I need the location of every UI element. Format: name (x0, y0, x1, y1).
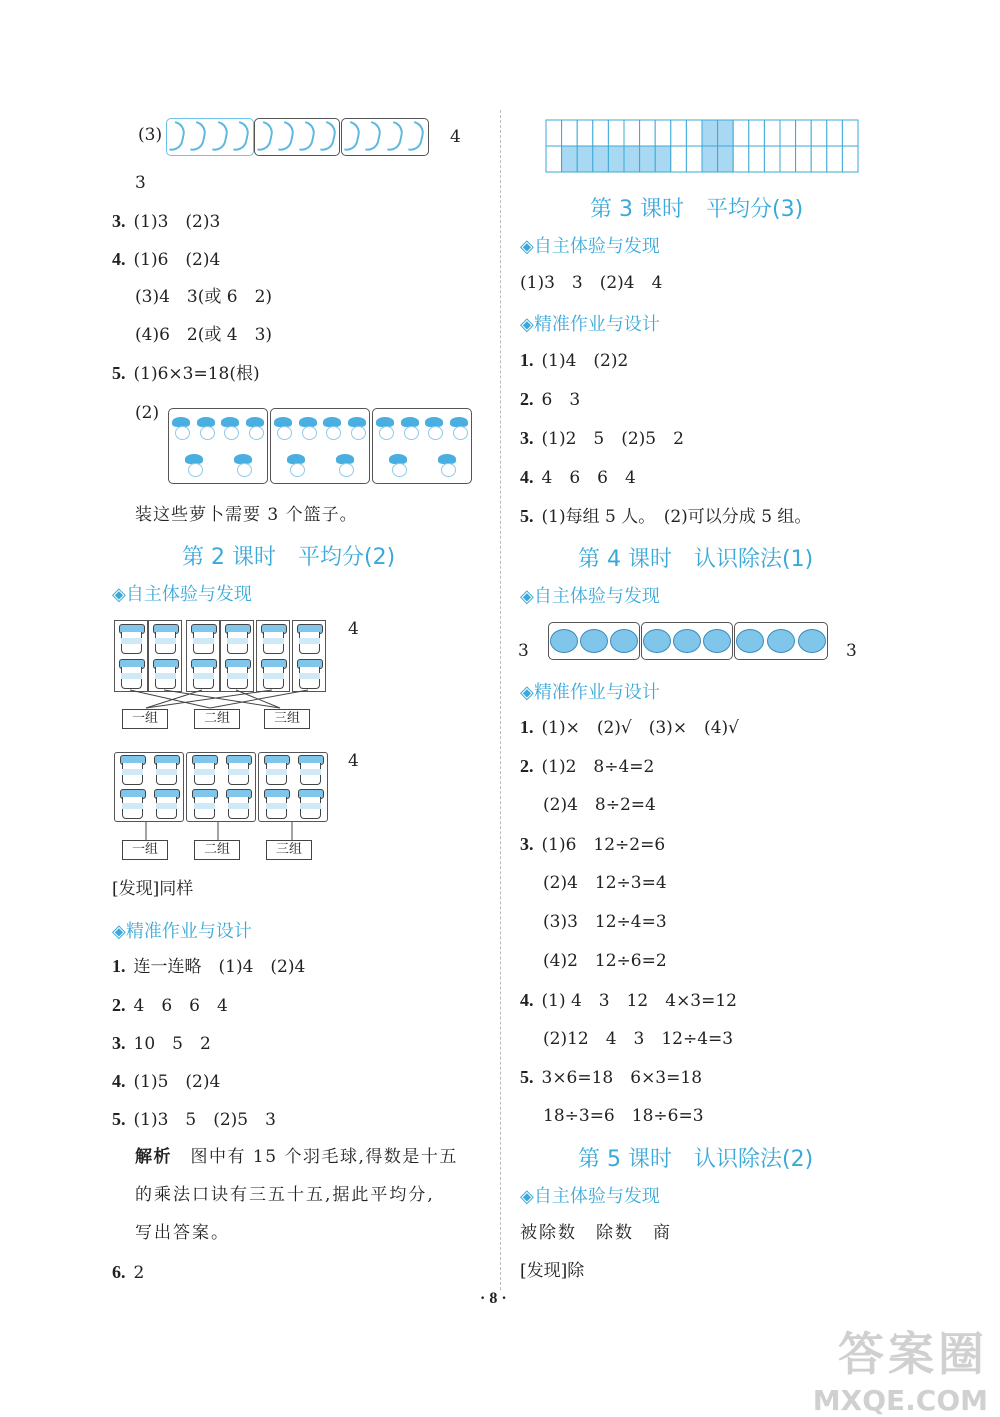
answer-row: 1. (1)4 (2)2 (520, 350, 629, 371)
answer-row: 5. (1)6×3=18(根) (112, 363, 260, 384)
answer-row: 4. (1)5 (2)4 (112, 1071, 221, 1092)
answer-row: 5. (1)3 5 (2)5 3 (112, 1109, 276, 1130)
basket-answer: 装这些萝卜需要 3 个篮子。 (135, 505, 358, 525)
answer-row: 3. (1)6 12÷2=6 (520, 834, 666, 855)
grid-cell (811, 146, 827, 172)
grid-cell (686, 120, 702, 146)
answer-row: 2. 6 3 (520, 389, 581, 410)
bun-icon (703, 629, 731, 653)
grid-cell (562, 120, 578, 146)
division-terms: 被除数 除数 商 (520, 1223, 672, 1243)
grid-cell (624, 146, 640, 172)
answer-row: 3. 10 5 2 (112, 1033, 211, 1054)
answer-row: 3. (1)3 (2)3 (112, 211, 221, 232)
bun-group-3 (734, 622, 828, 660)
answer-row: 5. 3×6=18 6×3=18 (520, 1067, 703, 1088)
explore-answer: (1)3 3 (2)4 4 (520, 273, 663, 293)
answer-row: 4. (1)6 (2)4 (112, 249, 221, 270)
answer-row: 2. (1)2 8÷4=2 (520, 756, 655, 777)
analysis-line-2: 的乘法口诀有三五十五,据此平均分, (135, 1185, 435, 1205)
grid-cell (702, 120, 718, 146)
bun-group-2 (641, 622, 733, 660)
answer-row: (4)2 12÷6=2 (543, 951, 667, 971)
grid-cell (764, 120, 780, 146)
answer-row: 1. (1)× (2)√ (3)× (4)√ (520, 717, 739, 738)
bun-icon (550, 629, 578, 653)
group-label-2b: 二组 (194, 840, 240, 860)
grid-cell (686, 146, 702, 172)
answer-row: (2)4 12÷3=4 (543, 873, 667, 893)
bun-icon (580, 629, 608, 653)
grid-cell (749, 120, 765, 146)
answer-row: (2)4 8÷2=4 (543, 795, 656, 815)
answer-row: 3. (1)2 5 (2)5 2 (520, 428, 684, 449)
grid-cell (671, 120, 687, 146)
analysis-line-3: 写出答案。 (135, 1223, 230, 1243)
bun-icon (767, 629, 795, 653)
grid-cell (764, 146, 780, 172)
grid-cell (640, 120, 656, 146)
group-label-1b: 一组 (122, 840, 168, 860)
grid-cell (811, 120, 827, 146)
grid-cell (655, 120, 671, 146)
bun-icon (610, 629, 638, 653)
grid-cell (655, 146, 671, 172)
answer-row: 6. 2 (112, 1262, 145, 1283)
bun-icon (643, 629, 671, 653)
answer-row: 1. 连一连略 (1)4 (2)4 (112, 956, 306, 977)
answer-row: 4. 4 6 6 4 (520, 467, 636, 488)
answer-row: 18÷3=6 18÷6=3 (543, 1106, 704, 1126)
grid-cell (842, 146, 858, 172)
jar-answer-2: 4 (348, 751, 359, 771)
section-explore-r2: ◈自主体验与发现 (520, 586, 660, 607)
answer-row: 4. (1) 4 3 12 4×3=12 (520, 990, 737, 1011)
lesson-3-title: 第 3 课时 平均分(3) (590, 197, 804, 222)
answer-row: (3)3 12÷4=3 (543, 912, 667, 932)
bun-group-1 (548, 622, 640, 660)
grid-cell (608, 120, 624, 146)
answer-row: (3)4 3(或 6 2) (135, 287, 273, 307)
analysis-line-1: 解析 图中有 15 个羽毛球,得数是十五 (135, 1147, 458, 1167)
watermark-logo: 答案圈 (838, 1327, 988, 1381)
answer-row: (4)6 2(或 4 3) (135, 325, 273, 345)
section-practice: ◈精准作业与设计 (112, 921, 252, 942)
lesson-4-title: 第 4 课时 认识除法(1) (578, 547, 814, 572)
grid-cell (827, 120, 843, 146)
bun-icon (736, 629, 764, 653)
page-number: · 8 · (480, 1290, 507, 1307)
grid-cell (796, 146, 812, 172)
grid-cell (718, 146, 734, 172)
grid-cell (546, 146, 562, 172)
group-label-1: 一组 (122, 709, 168, 729)
grid-cell (577, 146, 593, 172)
grid-cell (608, 146, 624, 172)
answer-row: 2. 4 6 6 4 (112, 995, 228, 1016)
answer-row: (2)12 4 3 12÷4=3 (543, 1029, 734, 1049)
bun-left-answer: 3 (518, 641, 529, 661)
discover-right: [发现]除 (520, 1261, 585, 1281)
section-practice-r2: ◈精准作业与设计 (520, 682, 660, 703)
grid-cell (593, 146, 609, 172)
section-explore-r3: ◈自主体验与发现 (520, 1186, 660, 1207)
lesson-2-title: 第 2 课时 平均分(2) (182, 545, 396, 570)
answer-row: 5. (1)每组 5 人。 (2)可以分成 5 组。 (520, 506, 812, 527)
grid-cell (780, 120, 796, 146)
section-practice-r1: ◈精准作业与设计 (520, 314, 660, 335)
bun-icon (798, 629, 826, 653)
grid-cell (780, 146, 796, 172)
jar-answer-1: 4 (348, 619, 359, 639)
grid-cell (702, 146, 718, 172)
group-label-3b: 三组 (266, 840, 312, 860)
discover-left: [发现]同样 (112, 879, 194, 899)
q3-right-answer: 4 (450, 127, 461, 147)
section-explore-r1: ◈自主体验与发现 (520, 236, 660, 257)
bun-right-answer: 3 (846, 641, 857, 661)
grid-cell (827, 146, 843, 172)
bun-icon (673, 629, 701, 653)
grid-cell (796, 120, 812, 146)
grid-cell (733, 146, 749, 172)
watermark-url: MXQE.COM (812, 1384, 988, 1417)
group-label-2: 二组 (194, 709, 240, 729)
section-explore: ◈自主体验与发现 (112, 584, 252, 605)
grid-cell (671, 146, 687, 172)
grid-cell (546, 120, 562, 146)
lesson-5-title: 第 5 课时 认识除法(2) (578, 1147, 814, 1172)
q3-below-answer: 3 (135, 173, 146, 193)
grid-cell (624, 120, 640, 146)
grid-cell (733, 120, 749, 146)
grid-cell (577, 120, 593, 146)
grid-cell (640, 146, 656, 172)
analysis-label: 解析 (135, 1147, 172, 1167)
grid-cell (842, 120, 858, 146)
grid-cell (718, 120, 734, 146)
group-label-3: 三组 (264, 709, 310, 729)
watermark (813, 1318, 988, 1417)
q5-2-prefix: (2) (135, 403, 160, 423)
q3-prefix: (3) (138, 125, 163, 145)
grid-cell (593, 120, 609, 146)
grid-cell (562, 146, 578, 172)
grid-cell (749, 146, 765, 172)
